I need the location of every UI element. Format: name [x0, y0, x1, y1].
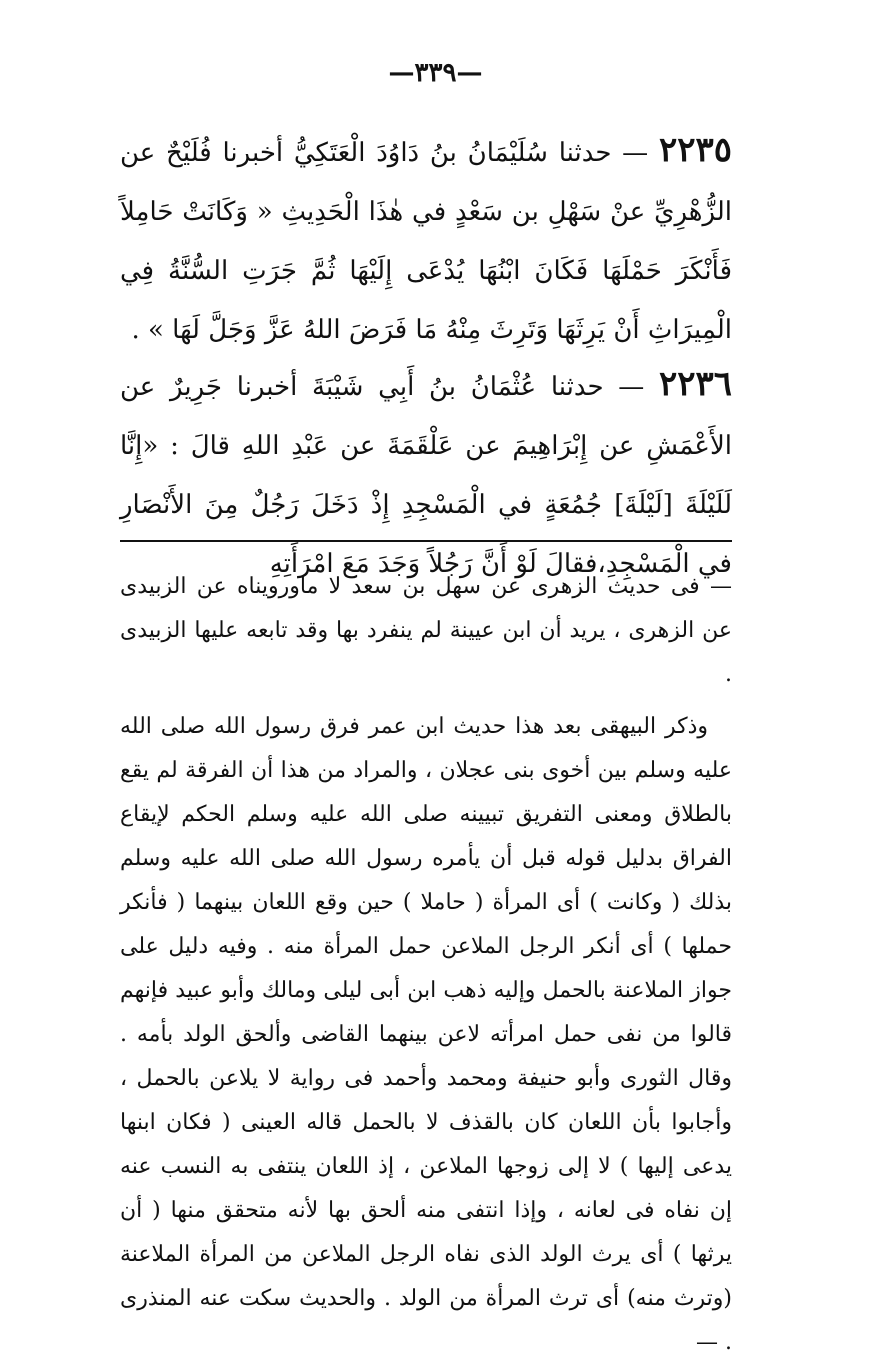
footnote-divider	[120, 540, 732, 542]
commentary-paragraph: — فى حديث الزهرى عن سهل بن سعد لا ماورويناه عن الزبيدى عن الزهرى ، يريد أن ابن عيينة لم ينفرد بها وقد تابعه عليها الزبيدى .	[120, 574, 732, 687]
commentary-footnotes	[120, 565, 732, 1365]
hadith-text: — حدثنا عُثْمَانُ بنُ أَبِي شَيْبَةَ أخبرنا جَرِيرٌ عن الأَعْمَشِ عن إِبْرَاهِيمَ عن عَلْقَمَةَ عن عَبْدِ اللهِ قالَ : «إِنَّا لَلَيْلَةَ [لَيْلَةَ] جُمُعَةٍ في الْمَسْجِدِ إِذْ دَخَلَ رَجُلٌ مِنَ الأَنْصَارِ في الْمَسْجِدِ،فقالَ لَوْ أَنَّ رَجُلاً وَجَدَ مَعَ امْرَأَتِهِ	[120, 372, 732, 579]
commentary-paragraph: وذكر البيهقى بعد هذا حديث ابن عمر فرق رسول الله صلى الله عليه وسلم بين أخوى بنى عجلان ، والمراد من هذا أن الفرقة لم يقع بالطلاق ومعنى التفريق تبيينه صلى الله عليه وسلم الحكم لإيقاع الفراق بدليل قوله قبل أن يأمره رسول الله صلى الله عليه وسلم بذلك ( وكانت ) أى المرأة ( حاملا ) حين وقع اللعان بينهما ( فأنكر حملها ) أى أنكر الرجل الملاعن حمل المرأة منه . وفيه دليل على جواز الملاعنة بالحمل وإليه ذهب ابن أبى ليلى ومالك وأبو عبيد فإنهم قالوا من نفى حمل امرأته لاعن بينهما القاضى وألحق الولد بأمه . وقال الثورى وأبو حنيفة ومحمد وأحمد فى رواية لا يلاعن بالحمل ، وأجابوا بأن اللعان كان بالقذف لا بالحمل قاله العينى ( فكان ابنها يدعى إليها ) لا إلى زوجها الملاعن ، إذ اللعان ينتفى به النسب عنه إن نفاه فى لعانه ، وإذا انتفى منه ألحق بها لأنه متحقق منها ( أن يرثها ) أى يرث الولد الذى نفاه الرجل الملاعن من المرأة الملاعنة (وترث منه) أى ترث المرأة من الولد . والحديث سكت عنه المنذرى . —	[120, 714, 732, 1355]
hadith-text: — حدثنا سُلَيْمَانُ بنُ دَاوُدَ الْعَتَكِيُّ أخبرنا فُلَيْحٌ عن الزُّهْرِيِّ عنْ سَهْلِ بن سَعْدٍ في هٰذَا الْحَدِيثِ « وَكَانَتْ حَامِلاً فَأَنْكَرَ حَمْلَهَا فَكَانَ ابْنُهَا يُدْعَى إِلَيْهَا ثُمَّ جَرَتِ السُّنَّةُ فِي الْمِيرَاثِ أَنْ يَرِثَهَا وَتَرِثَ مِنْهُ مَا فَرَضَ اللهُ عَزَّ وَجَلَّ لَهَا » .	[120, 138, 732, 345]
page-number: —٣٣٩—	[388, 58, 483, 88]
hadith-number: ٢٢٣٦	[658, 364, 732, 404]
hadith-number: ٢٢٣٥	[658, 130, 732, 170]
hadith-entry	[120, 121, 732, 360]
hadith-entry	[120, 355, 732, 594]
